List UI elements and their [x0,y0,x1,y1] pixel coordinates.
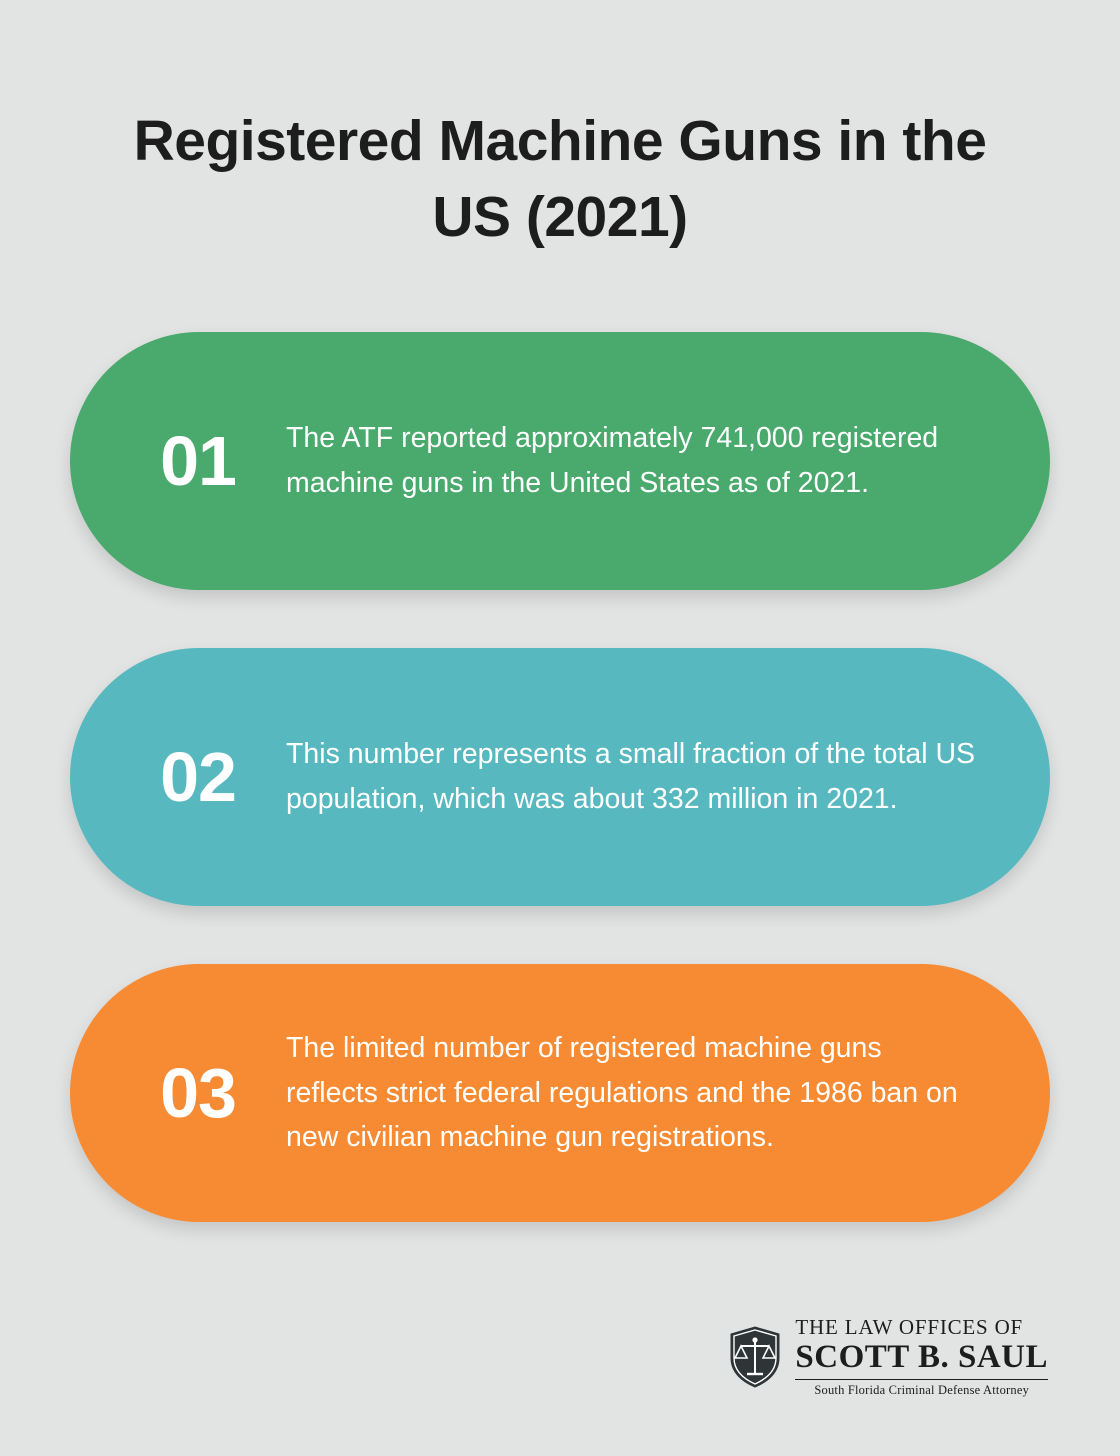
fact-card-03 [70,964,1050,1222]
fact-card-text: This number represents a small fraction of the total US population, which was about 332 million in 2021. [286,738,976,815]
page-title: Registered Machine Guns in the US (2021) [133,109,987,249]
scales-of-justice-shield-icon [729,1326,781,1388]
fact-card-number: 01 [160,421,236,500]
brand-line-1: THE LAW OFFICES OF [795,1315,1024,1340]
fact-card-list [0,332,1120,1222]
fact-card-number: 02 [160,737,236,816]
fact-card-01 [70,332,1050,590]
fact-card-text: The limited number of registered machine guns reflects strict federal regulations and the 1986 ban on new civilian machine gun registrations. [286,1032,958,1153]
brand-tagline: South Florida Criminal Defense Attorney [814,1383,1030,1397]
fact-card-text: The ATF reported approximately 741,000 registered machine guns in the United States as of 2021. [286,422,939,499]
brand-wordmark [795,1315,1048,1398]
fact-card-number: 03 [160,1053,236,1132]
brand-footer [729,1315,1048,1398]
brand-divider [795,1379,1048,1380]
brand-line-2: SCOTT B. SAUL [795,1339,1048,1376]
fact-card-02 [70,648,1050,906]
